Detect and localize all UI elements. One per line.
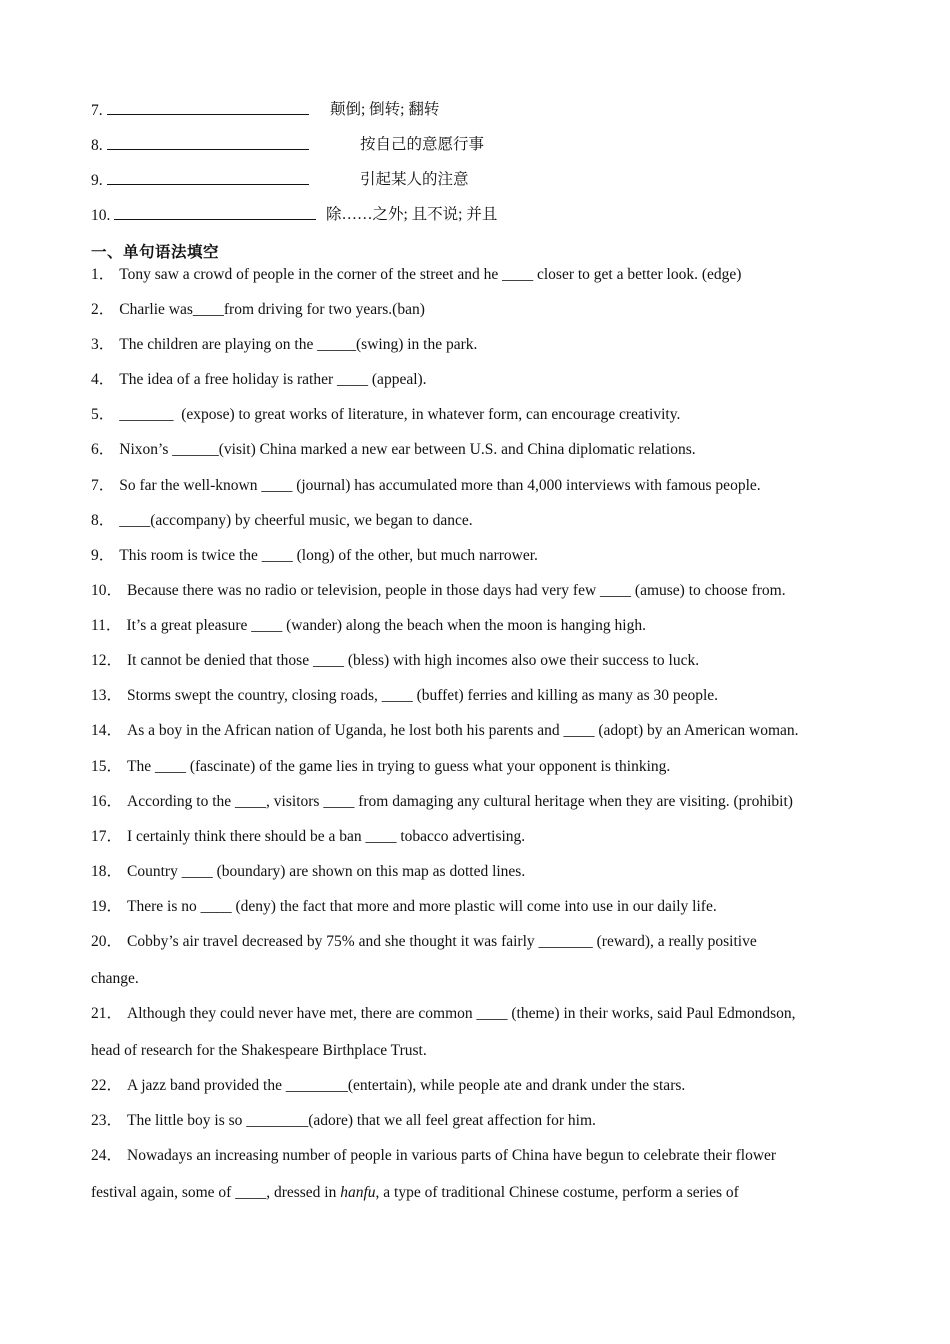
question-10 — [91, 581, 861, 601]
question-text: _______ (expose) to great works of literature, in whatever form, can encourage creativity. — [119, 406, 681, 423]
vocab-number: 10. — [91, 207, 111, 224]
vocab-blank[interactable] — [114, 205, 316, 220]
question-number: 23． — [91, 1112, 123, 1129]
question-number: 21． — [91, 1005, 123, 1022]
question-text: It’s a great pleasure ____ (wander) along the beach when the moon is hanging high. — [126, 617, 646, 634]
question-21-continued — [91, 1041, 861, 1061]
question-number: 1． — [91, 266, 115, 283]
question-text: Tony saw a crowd of people in the corner of the street and he ____ closer to get a better look. (edge) — [119, 266, 742, 283]
vocab-number: 7. — [91, 102, 103, 119]
question-text: Charlie was____from driving for two years.(ban) — [119, 301, 425, 318]
question-number: 14． — [91, 722, 123, 739]
question-number: 7． — [91, 477, 115, 494]
question-number: 6． — [91, 441, 115, 458]
question-text: According to the ____, visitors ____ from damaging any cultural heritage when they are visiting. (prohibit) — [127, 793, 793, 810]
vocab-row-10 — [91, 205, 498, 226]
vocab-meaning: 除……之外; 且不说; 并且 — [326, 206, 498, 223]
question-number: 18． — [91, 863, 123, 880]
question-text: A jazz band provided the ________(entertain), while people ate and drank under the stars. — [127, 1077, 686, 1094]
question-number: 20． — [91, 933, 123, 950]
question-number: 11． — [91, 617, 122, 634]
question-text: As a boy in the African nation of Uganda, he lost both his parents and ____ (adopt) by an American woman. — [127, 722, 799, 739]
question-1 — [91, 265, 861, 285]
vocab-row-8 — [91, 135, 485, 156]
question-8 — [91, 511, 861, 531]
question-number: 3． — [91, 336, 115, 353]
question-text: This room is twice the ____ (long) of the other, but much narrower. — [119, 547, 538, 564]
question-17 — [91, 827, 861, 847]
question-23 — [91, 1111, 861, 1131]
question-text: head of research for the Shakespeare Birthplace Trust. — [91, 1042, 427, 1059]
question-7 — [91, 476, 861, 496]
question-19 — [91, 897, 861, 917]
question-text: So far the well-known ____ (journal) has accumulated more than 4,000 interviews with famous people. — [119, 477, 761, 494]
question-text: Storms swept the country, closing roads, ____ (buffet) ferries and killing as many as 30 people. — [127, 687, 719, 704]
vocab-meaning: 引起某人的注意 — [360, 171, 469, 188]
vocab-blank[interactable] — [107, 170, 309, 185]
question-13 — [91, 686, 861, 706]
question-20-continued — [91, 969, 861, 989]
question-9 — [91, 546, 861, 566]
question-number: 15． — [91, 758, 123, 775]
question-text-italic: hanfu — [340, 1184, 376, 1201]
question-text-before: festival again, some of ____, dressed in — [91, 1184, 341, 1201]
question-24 — [91, 1146, 861, 1166]
question-number: 9． — [91, 547, 115, 564]
question-number: 13． — [91, 687, 123, 704]
question-text: change. — [91, 970, 139, 987]
vocab-meaning: 按自己的意愿行事 — [360, 136, 485, 153]
question-20 — [91, 932, 861, 952]
question-number: 5． — [91, 406, 115, 423]
question-2 — [91, 300, 861, 320]
vocab-number: 8. — [91, 137, 103, 154]
question-6 — [91, 440, 861, 460]
question-4 — [91, 370, 861, 390]
vocab-blank[interactable] — [107, 100, 309, 115]
question-number: 4． — [91, 371, 115, 388]
question-text: There is no ____ (deny) the fact that more and more plastic will come into use in our daily life. — [127, 898, 717, 915]
question-text: It cannot be denied that those ____ (bless) with high incomes also owe their success to luck. — [127, 652, 700, 669]
question-text: The ____ (fascinate) of the game lies in trying to guess what your opponent is thinking. — [127, 758, 671, 775]
question-12 — [91, 651, 861, 671]
question-15 — [91, 757, 861, 777]
question-text: The children are playing on the _____(swing) in the park. — [119, 336, 478, 353]
question-number: 19． — [91, 898, 123, 915]
question-text: I certainly think there should be a ban ____ tobacco advertising. — [127, 828, 526, 845]
question-text-after: , a type of traditional Chinese costume, perform a series of — [375, 1184, 739, 1201]
question-18 — [91, 862, 861, 882]
question-number: 8． — [91, 512, 115, 529]
question-21 — [91, 1004, 861, 1024]
question-text: Cobby’s air travel decreased by 75% and she thought it was fairly _______ (reward), a really positive — [127, 933, 757, 950]
section-title: 一、单句语法填空 — [91, 243, 220, 261]
question-24-continued — [91, 1183, 861, 1203]
question-text: Nixon’s ______(visit) China marked a new ear between U.S. and China diplomatic relations. — [119, 441, 696, 458]
question-number: 22． — [91, 1077, 123, 1094]
question-5 — [91, 405, 861, 425]
question-number: 12． — [91, 652, 123, 669]
vocab-meaning: 颠倒; 倒转; 翻转 — [330, 101, 440, 118]
question-3 — [91, 335, 861, 355]
question-number: 10． — [91, 582, 123, 599]
vocab-row-9 — [91, 170, 469, 191]
question-14 — [91, 721, 861, 741]
question-text: Country ____ (boundary) are shown on this map as dotted lines. — [127, 863, 526, 880]
question-number: 17． — [91, 828, 123, 845]
question-number: 24． — [91, 1147, 123, 1164]
vocab-row-7 — [91, 100, 440, 121]
question-text: Nowadays an increasing number of people in various parts of China have begun to celebrate their flower — [127, 1147, 777, 1164]
question-22 — [91, 1076, 861, 1096]
question-16 — [91, 792, 861, 812]
vocab-blank[interactable] — [107, 135, 309, 150]
question-text: Because there was no radio or television, people in those days had very few ____ (amuse) to choose from. — [127, 582, 786, 599]
question-text: Although they could never have met, there are common ____ (theme) in their works, said Paul Edmondson, — [127, 1005, 796, 1022]
question-text: The little boy is so ________(adore) that we all feel great affection for him. — [127, 1112, 596, 1129]
question-number: 16． — [91, 793, 123, 810]
question-text: ____(accompany) by cheerful music, we began to dance. — [119, 512, 473, 529]
vocab-number: 9. — [91, 172, 103, 189]
question-number: 2． — [91, 301, 115, 318]
question-text: The idea of a free holiday is rather ____ (appeal). — [119, 371, 427, 388]
question-11 — [91, 616, 861, 636]
